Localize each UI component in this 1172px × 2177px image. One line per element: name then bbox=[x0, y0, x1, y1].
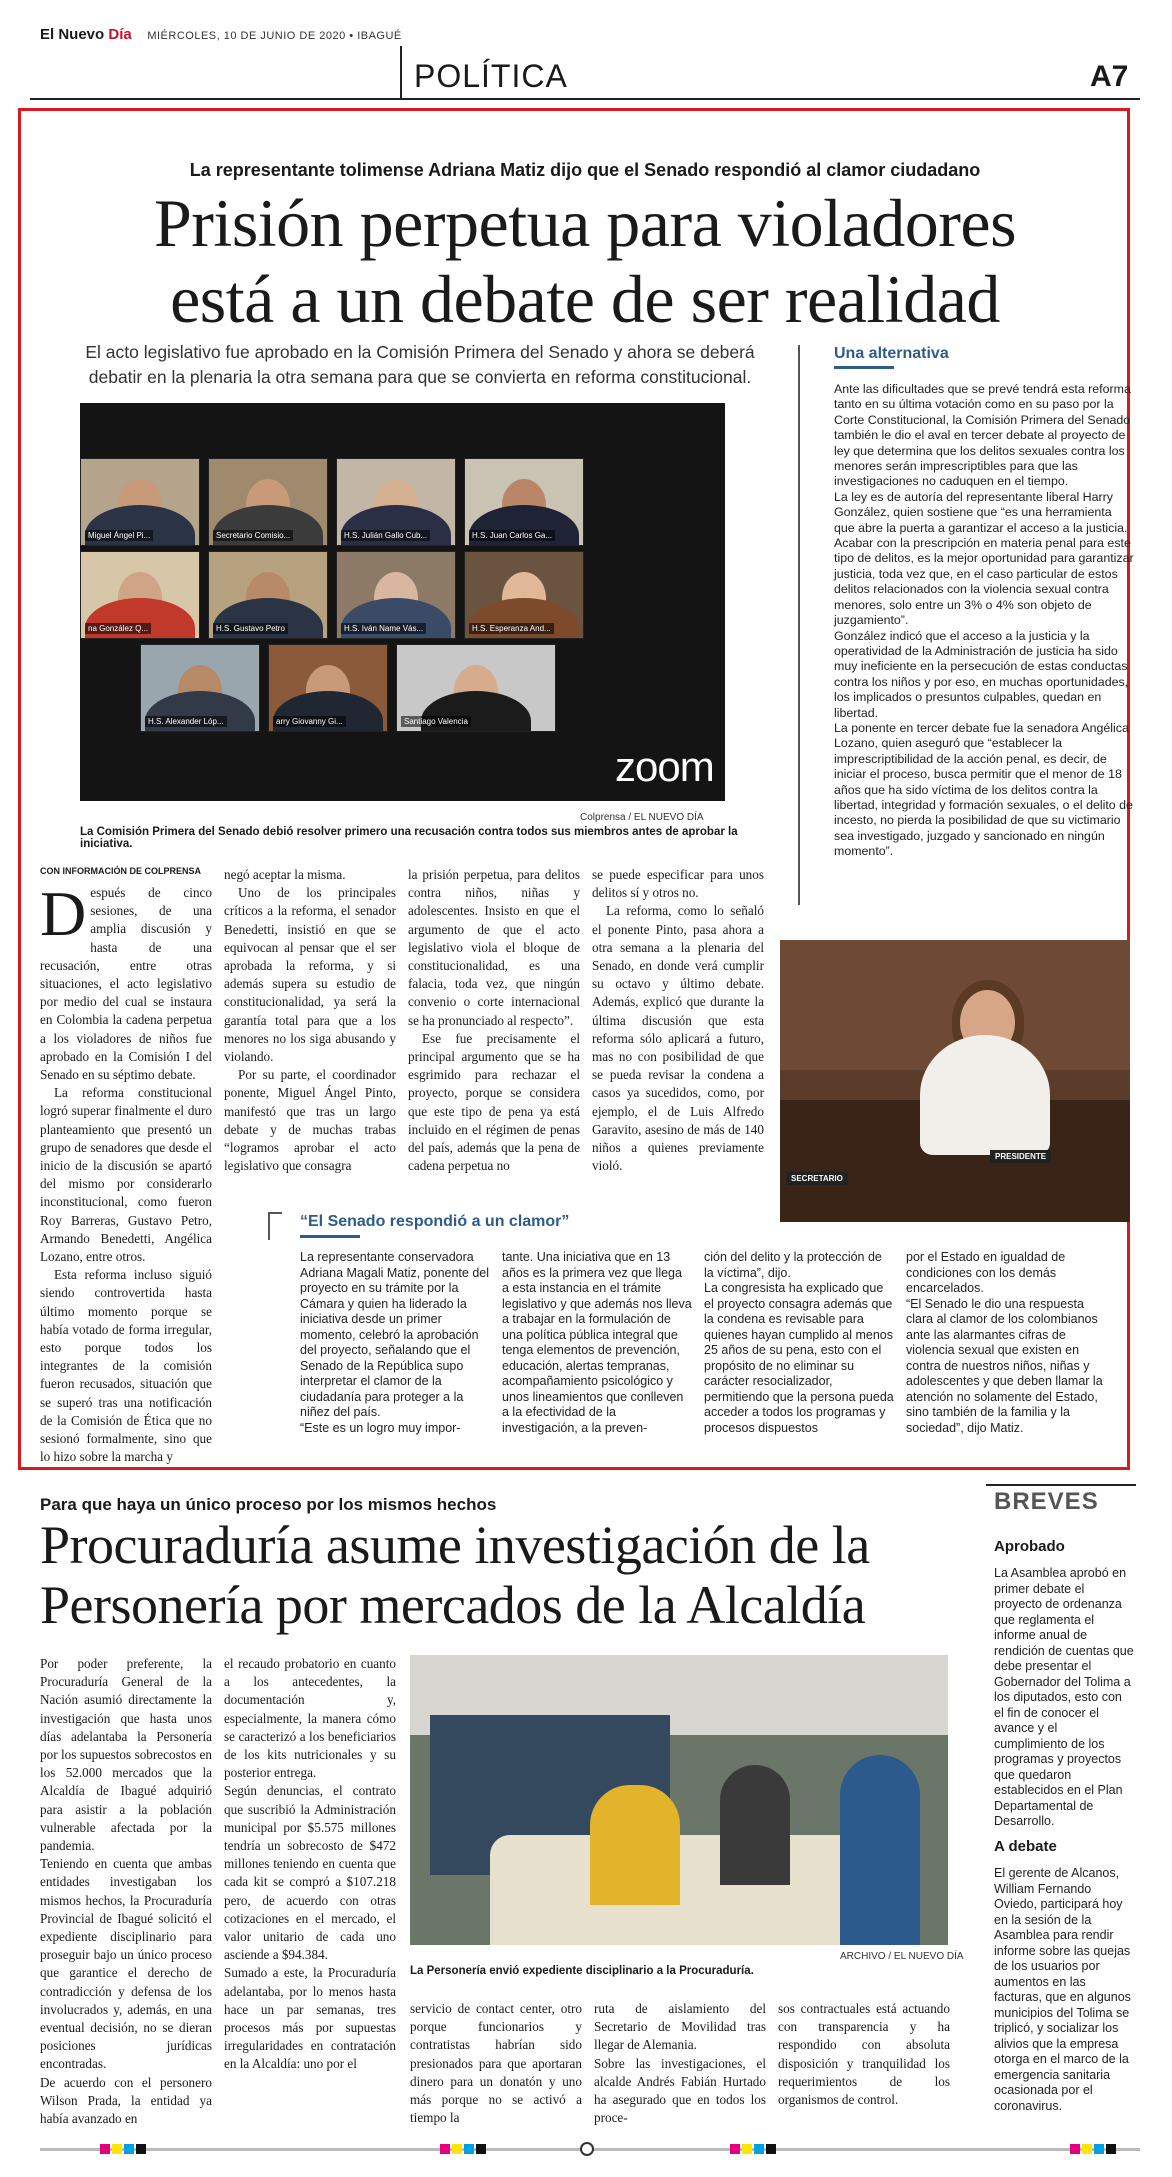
video-tile: Miguel Ángel Pi... bbox=[80, 458, 200, 546]
pull-column: ción del delito y la protección de la víctima”, dijo. La congresista ha explicado que el proyecto consagra además que la condena es revisable para quienes hayan cumplido al menos 25 años de su pena, esto con el propósito de no eliminar su carácter resocializador, permitiendo que la persona pueda acceder a todos los programas y procesos dispuestos bbox=[704, 1250, 894, 1435]
zoom-meeting-photo bbox=[80, 403, 725, 801]
story-kicker: Para que haya un único proceso por los mismos hechos bbox=[40, 1495, 497, 1514]
headline-line-1: Procuraduría asume investigación de la bbox=[40, 1515, 870, 1575]
video-tile: H.S. Juan Carlos Ga... bbox=[464, 458, 584, 546]
article-paragraph: Esta reforma incluso siguió siendo controvertida hasta último momento porque se había votado de forma irregular, esto porque todos los integrantes de la comisión fueron recusados, situación que se superó tras una notificación de la Comisión de Ética que no sesionó formalmente, sino que lo hizo sobre la marcha y bbox=[40, 1267, 212, 1465]
sidebar-paragraph: González indicó que el acceso a la justicia y la operatividad de la Administración de justicia ha sido muy ineficiente en la persecución de estas conductas contra los niños y por eso, en muchas oportunidades, los implicados o presuntos culpables, quedan en libertad. bbox=[834, 628, 1129, 720]
pull-section-title: “El Senado respondió a un clamor” bbox=[300, 1213, 570, 1230]
article-column-5: sos contractuales está actuando con transparencia y ha respondido con absoluta disposición y tranquilidad los requerimientos de los organismos de control. bbox=[778, 2001, 950, 2108]
sidebar-bracket bbox=[798, 345, 812, 905]
zoom-logo: zoom bbox=[615, 743, 714, 790]
breves-title: BREVES bbox=[994, 1488, 1099, 1515]
section-divider bbox=[400, 46, 402, 98]
article-column-4: ruta de aislamiento del Secretario de Movilidad tras llegar de Alemania. Sobre las investigaciones, el alcalde Andrés Fabián Hurtado ha asegurado que en todos los proce- bbox=[594, 2001, 766, 2126]
article-paragraph: Ese fue precisamente el principal argumento que se ha esgrimido para rechazar el proyecto, porque se considera que este tipo de pena ya está incluido en el régimen de penas del país, además que la pena de cadena perpetua no bbox=[408, 1030, 580, 1174]
pull-column: tante. Una iniciativa que en 13 años es la primera vez que llega a esta instancia en el trámite legislativo y que además nos lleva a trabajar en la formulación de una política pública integral que tenga elementos de prevención, educación, alertas tempranas, acompañamiento psicológico y unos lineamientos que conlleven a la efectividad de la investigación, a la preven- bbox=[502, 1250, 692, 1435]
story-headline bbox=[40, 185, 1130, 337]
senate-president-photo bbox=[780, 940, 1130, 1222]
photo-credit: ARCHIVO / EL NUEVO DÍA bbox=[840, 1951, 964, 1962]
pull-column: por el Estado en igualdad de condiciones con los demás encarcelados. “El Senado le dio una respuesta clara al clamor de los colombianos ante las alarmantes cifras de violencia sexual que existen en contra de nuestros niños, niñas y adolescentes y que deben llamar la atención no solamente del Estado, sino también de la familia y la sociedad”, dijo Matiz. bbox=[906, 1250, 1103, 1435]
story-kicker: La representante tolimense Adriana Matiz dijo que el Senado respondió al clamor ciudadano bbox=[189, 160, 981, 180]
article-paragraph: La reforma constitucional logró superar finalmente el duro planteamiento que presentó un grupo de senadores que desde el inicio de la discusión se apartó del mismo por considerarlo inconstitucional, como fueron Roy Barreras, Gustavo Petro, Armando Benedetti, Angélica Lozano, entre otros. bbox=[40, 1085, 212, 1265]
article-column-4 bbox=[592, 866, 764, 1175]
nameplate-president: PRESIDENTE bbox=[990, 1150, 1051, 1163]
video-tile: H.S. Esperanza And... bbox=[464, 551, 584, 639]
masthead bbox=[40, 26, 1140, 48]
breve-body: La Asamblea aprobó en primer debate el proyecto de ordenanza que reglamenta el informe anual de rendición de cuentas que debe presentar el Gobernador del Tolima a los diputados, esto con el fin de conocer el avance y el cumplimiento de los programas y proyectos que quedaron establecidos en el Plan Departamental de Desarrollo. bbox=[994, 1566, 1134, 1828]
sidebar-title: Una alternativa bbox=[834, 345, 949, 362]
sidebar-body bbox=[834, 382, 1134, 860]
story-deck: El acto legislativo fue aprobado en la Comisión Primera del Senado y ahora se deberá debatir en la plenaria la otra semana para que se convierta en reforma constitucional. bbox=[85, 342, 755, 387]
sidebar-paragraph: La ley es de autoría del representante liberal Harry González, quien sostiene que “es una herramienta que abre la puerta a garantizar el acceso a la justicia. Acabar con la prescripción en materia penal para este tipo de delitos, es la mejor oportunidad para garantizar justicia, toda vez que, en el caso particular de estos delitos relacionados con la violencia sexual contra menores, solo entre un 3% o 4% son objeto de juzgamiento”. bbox=[834, 489, 1134, 628]
video-tile: arry Giovanny Gi... bbox=[268, 644, 388, 732]
video-tile: H.S. Alexander Lóp... bbox=[140, 644, 260, 732]
sidebar-title-rule bbox=[834, 366, 894, 369]
article-paragraph: negó aceptar la misma. bbox=[224, 867, 346, 882]
article-paragraph: Uno de los principales críticos a la reforma, el senador Benedetti, insistió en que se equivocan al pensar que el ser aprobada la reforma, y si además supera su estudio de constitucionalidad, ya será la garantía total para que a los menores no los siga abusando y violando. bbox=[224, 885, 396, 1065]
story-headline bbox=[40, 1515, 960, 1635]
article-paragraph: se puede especificar para unos delitos sí y otros no. bbox=[592, 867, 764, 901]
issue-date: MIÉRCOLES, 10 DE JUNIO DE 2020 • IBAGUÉ bbox=[147, 30, 402, 42]
header-rule bbox=[30, 98, 1140, 100]
article-paragraph: la prisión perpetua, para delitos contra niños, niñas y adolescentes. Insisto en que el argumento de que el acto legislativo viola el bloque de constitucionalidad, es una falacia, toda vez, que ningún convenio o corte internacional se ha pronunciado al respecto”. bbox=[408, 867, 580, 1028]
pull-title-rule bbox=[300, 1235, 360, 1238]
breves-rule bbox=[986, 1484, 1136, 1486]
video-tile: na González Q... bbox=[80, 551, 200, 639]
video-tile: Secretario Comisio... bbox=[208, 458, 328, 546]
headline-line-2: Personería por mercados de la Alcaldía bbox=[40, 1575, 866, 1635]
registration-color-bar bbox=[40, 2144, 1140, 2158]
breve-heading: A debate bbox=[994, 1838, 1057, 1855]
market-delivery-photo bbox=[410, 1655, 948, 1945]
photo-caption: La Comisión Primera del Senado debió resolver primero una recusación contra todos sus miembros antes de aprobar la iniciativa. bbox=[80, 826, 738, 850]
photo-caption: La Personería envió expediente disciplinario a la Procuraduría. bbox=[410, 1965, 754, 1977]
photo-credit: Colprensa / EL NUEVO DÍA bbox=[580, 812, 704, 823]
sidebar-paragraph: Ante las dificultades que se prevé tendrá esta reforma tanto en su última votación como en su paso por la Corte Constitucional, la Comisión Primera del Senado también le dio el aval en tercer debate al proyecto de ley que determina que los delitos sexuales contra los menores serán imprescriptibles para que las investigaciones no caduquen en el tiempo. bbox=[834, 382, 1131, 489]
sidebar-paragraph: La ponente en tercer debate fue la senadora Angélica Lozano, quien aseguró que “establecer la imprescriptibilidad de la acción penal, es decir, de iniciar el proceso, busca permitir que el menor de 18 años que ha sido víctima de los delitos contra la libertad, integridad y formación sexuales, o el delito de incesto, no pierda la posibilidad de que su victimario sea investigado, juzgado y sancionado en ningún momento”. bbox=[834, 720, 1133, 859]
article-column-2 bbox=[224, 866, 396, 1175]
article-paragraph: Por su parte, el coordinador ponente, Miguel Ángel Pinto, manifestó que tras un largo debate y de muchas trabas “logramos aprobar el acto legislativo que consagra bbox=[224, 1067, 396, 1174]
page-number: A7 bbox=[1090, 60, 1129, 93]
headline-line-1: Prisión perpetua para violadores bbox=[153, 185, 1017, 261]
breve-heading: Aprobado bbox=[994, 1538, 1065, 1555]
article-column-1: Después de cinco sesiones, de una amplia discusión y hasta de una recusación, entre otras situaciones, el acto legislativo por medio del cual se instaura en Colombia la cadena perpetua a los violadores de niños fue aprobado en la Comisión I del Senado en su séptimo debate. La reforma constitucional logró superar finalmente el duro planteamiento que presentó un grupo de senadores que desde el inicio de la discusión se apartó del mismo por considerarlo inconstitucional, como fueron Roy Barreras, Gustavo Petro, Armando Benedetti, Angélica Lozano, entre otros. Esta reforma incluso siguió siendo controvertida hasta último momento porque se había votado de forma irregular, esto porque todos los integrantes de la comisión fueron recusados, situación que se superó tras una notificación de la Comisión de Ética que no sesionó formalmente, sino que lo hizo sobre la marcha y bbox=[40, 884, 212, 1467]
pull-column: La representante conservadora Adriana Magali Matiz, ponente del proyecto en su trámite por la Cámara y quien ha liderado la iniciativa desde un primer momento, celebró la aprobación del proyecto, señalando que el Senado de la República supo interpretar el clamor de la ciudadanía para proteger a la niñez del país. “Este es un logro muy impor- bbox=[300, 1250, 490, 1435]
article-column-1: Por poder preferente, la Procuraduría General de la Nación asumió directamente la investigación que hasta unos días adelantaba la Personería por los supuestos sobrecostos en los 52.000 mercados que la Alcaldía de Ibagué adquirió para asistir a la población vulnerable afectada por la pandemia. Teniendo en cuenta que ambas entidades investigaban los mismos hechos, la Procuraduría Provincial de Ibagué solicitó el expediente disciplinario para proseguir bajo un único proceso que garantice el derecho de contradicción y defensa de los involucrados y, además, en una eventual decisión, no se dieran posiciones jurídicas encontradas. De acuerdo con el personero Wilson Prada, la entidad ya había avanzado en bbox=[40, 1656, 212, 2127]
brand-logo: El Nuevo Día bbox=[40, 26, 132, 43]
video-tile: Santiago Valencia bbox=[396, 644, 556, 732]
nameplate-secretary: SECRETARIO bbox=[786, 1172, 848, 1185]
article-column-3 bbox=[408, 866, 580, 1175]
article-paragraph: La reforma, como lo señaló el ponente Pinto, pasa ahora a otra semana a la plenaria del Senado, en donde verá cumplir su octavo y último debate. Además, explicó que durante la última discusión que esta reforma sólo aplicará a futuro, mas no con posibilidad de que se pueda revisar la condena a casos ya sucedidos, como, por ejemplo, el de Luis Alfredo Garavito, asesino de más de 140 niños a quienes previamente violó. bbox=[592, 903, 764, 1174]
pull-bracket bbox=[268, 1212, 282, 1240]
byline: CON INFORMACIÓN DE COLPRENSA bbox=[40, 866, 202, 876]
section-name: POLÍTICA bbox=[414, 58, 568, 94]
article-column-3: servicio de contact center, otro porque funcionarios y contratistas habrían sido presionados para que aportaran dinero para un donatón y uno más porque no se activó a tiempo la bbox=[410, 2001, 582, 2126]
video-tile: H.S. Gustavo Petro bbox=[208, 551, 328, 639]
article-column-2: el recaudo probatorio en cuanto a los antecedentes, la documentación y, especialmente, la manera cómo se caracterizó a los beneficiarios de los kits nutricionales y su posterior entrega. Según denuncias, el contrato que suscribió la Administración municipal por $5.575 millones tendría un sobrecosto de $472 millones teniendo en cuenta que cada kit se compró a $107.218 pero, de acuerdo con otras cotizaciones en el mercado, el valor unitario de cada uno asciende a $94.384. Sumado a este, la Procuraduría adelantaba, por lo menos hasta hace un par semanas, tres procesos más por supuestas irregularidades en contratación en la Alcaldía: uno por el bbox=[224, 1656, 396, 2072]
video-tile: H.S. Iván Name Vás... bbox=[336, 551, 456, 639]
breve-body: El gerente de Alcanos, William Fernando Oviedo, participará hoy en la sesión de la Asamblea para rendir informe sobre las quejas de los usuarios por aumentos en las facturas, que en algunos municipios del Tolima se triplicó, y socializar los alivios que la empresa otorga en el marco de la emergencia sanitaria ocasionada por el coronavirus. bbox=[994, 1866, 1131, 2113]
headline-line-2: está a un debate de ser realidad bbox=[170, 261, 1000, 337]
dropcap: D bbox=[40, 878, 87, 949]
video-tile: H.S. Julián Gallo Cub... bbox=[336, 458, 456, 546]
